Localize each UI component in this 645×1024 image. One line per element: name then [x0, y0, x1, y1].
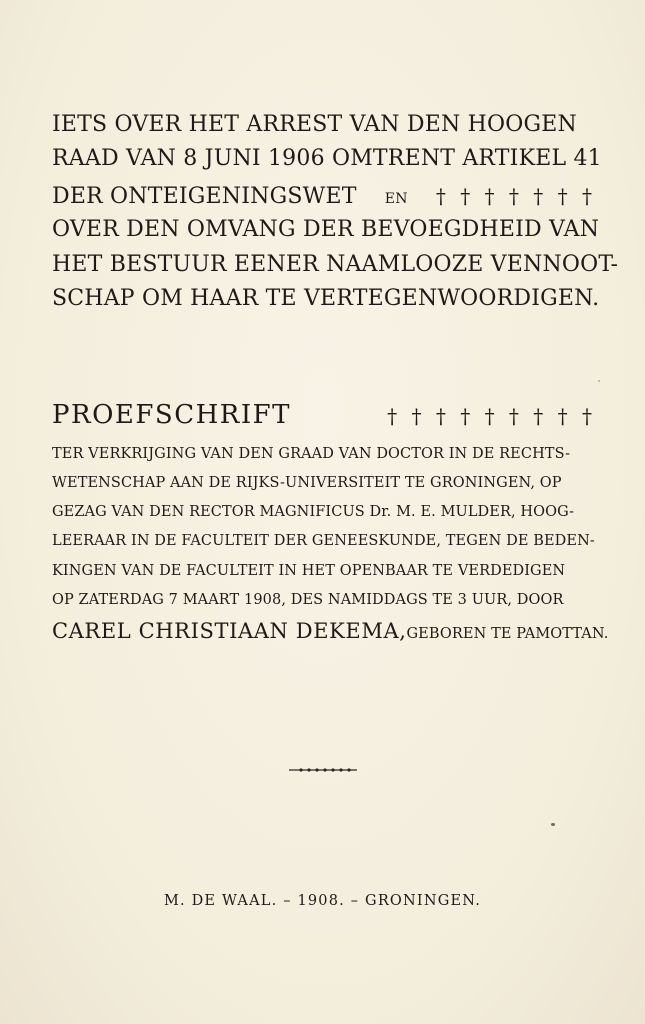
proefschrift-line-6-text: OP ZATERDAG 7 MAART 1908, DES NAMIDDAGS TE 3 UUR, DOOR: [52, 592, 564, 608]
author-name: CAREL CHRISTIAAN DEKEMA,: [52, 619, 407, 643]
proefschrift-heading-line: [52, 398, 592, 432]
title-line-4-text: OVER DEN OMVANG DER BEVOEGDHEID VAN: [52, 217, 600, 242]
title-line-2: [52, 144, 602, 174]
proefschrift-line-4: [52, 530, 595, 552]
proefschrift-line-3-text: GEZAG VAN DEN RECTOR MAGNIFICUS Dr. M. E. MULDER, HOOG-: [52, 504, 575, 520]
title-line-3-text: DER ONTEIGENINGSWET: [52, 184, 357, 209]
proefschrift-line-2: [52, 472, 592, 494]
title-line-1: [52, 110, 592, 140]
title-conjunction: EN: [384, 191, 408, 207]
proefschrift-line-4-text: LEERAAR IN DE FACULTEIT DER GENEESKUNDE, TEGEN DE BEDEN-: [52, 533, 595, 549]
author-birthplace: GEBOREN TE PAMOTTAN.: [406, 626, 609, 642]
title-line-3: [52, 181, 592, 211]
proefschrift-line-3: [52, 501, 592, 523]
title-line-5-text: HET BESTUUR EENER NAAMLOOZE VENNOOT-: [52, 252, 619, 277]
title-crosses: † † † † † † †: [435, 184, 592, 208]
title-line-2-text: RAAD VAN 8 JUNI 1906 OMTRENT ARTIKEL 41: [52, 146, 602, 171]
title-line-4: [52, 215, 600, 245]
paper-speck: [551, 823, 555, 826]
proefschrift-line-5: [52, 560, 592, 582]
title-line-1-text: IETS OVER HET ARREST VAN DEN HOOGEN: [52, 112, 577, 137]
proefschrift-line-5-text: KINGEN VAN DE FACULTEIT IN HET OPENBAAR TE VERDEDIGEN: [52, 563, 566, 579]
ornament-divider: [287, 764, 359, 776]
title-line-5: [52, 250, 619, 280]
proefschrift-crosses: † † † † † † † † †: [387, 404, 592, 428]
proefschrift-line-1: [52, 443, 592, 465]
paper-speck: [598, 380, 600, 382]
author-line: [52, 619, 609, 643]
proefschrift-heading: PROEFSCHRIFT: [52, 400, 292, 430]
proefschrift-line-1-text: TER VERKRIJGING VAN DEN GRAAD VAN DOCTOR IN DE RECHTS-: [52, 446, 571, 462]
proefschrift-line-2-text: WETENSCHAP AAN DE RIJKS-UNIVERSITEIT TE GRONINGEN, OP: [52, 475, 562, 491]
imprint-line: M. DE WAAL. – 1908. – GRONINGEN.: [163, 893, 482, 909]
proefschrift-line-6: [52, 589, 592, 611]
title-line-6-text: SCHAP OM HAAR TE VERTEGENWOORDIGEN.: [52, 286, 600, 311]
title-line-6: [52, 284, 600, 314]
